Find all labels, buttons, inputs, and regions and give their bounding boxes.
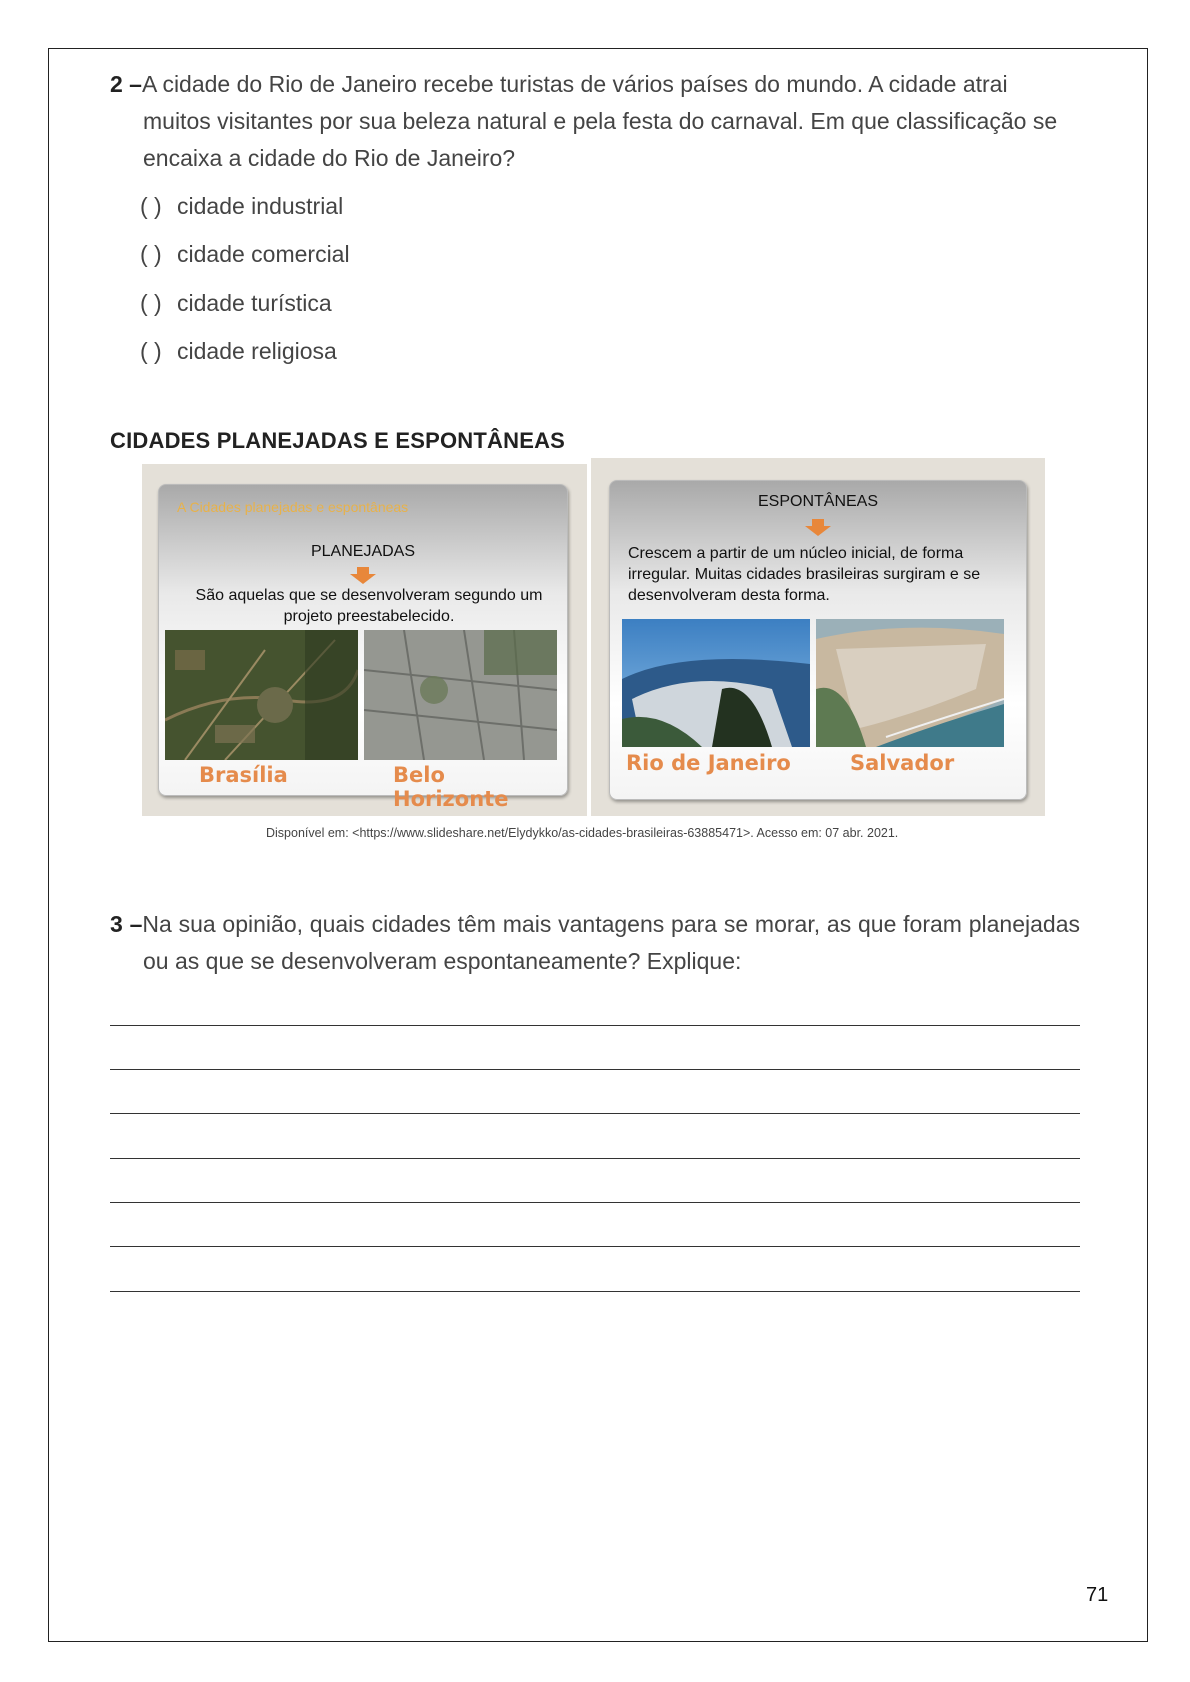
checkbox[interactable]: ( ) xyxy=(140,338,162,364)
section-title: CIDADES PLANEJADAS E ESPONTÂNEAS xyxy=(110,428,566,453)
question-3-text: Na sua opinião, quais cidades têm mais vantagens para se morar, as que foram planejadas ou as que se desenvolveram espontaneamente? Explique: xyxy=(142,911,1080,974)
option-label: cidade comercial xyxy=(177,241,350,267)
question-3-number: 3 – xyxy=(110,911,143,937)
slide-espontaneas xyxy=(591,458,1045,816)
question-2 xyxy=(110,66,1080,177)
answer-line[interactable] xyxy=(110,1113,1080,1114)
checkbox[interactable]: ( ) xyxy=(140,290,162,316)
slide-card xyxy=(158,484,568,811)
answer-line[interactable] xyxy=(110,1158,1080,1159)
checkbox[interactable]: ( ) xyxy=(140,241,162,267)
option-label: cidade religiosa xyxy=(177,338,337,364)
caption-salvador: Salvador xyxy=(850,751,955,775)
slides-figure xyxy=(142,464,1045,816)
question-2-number: 2 – xyxy=(110,71,142,97)
brasilia-photo xyxy=(165,630,358,760)
page-border xyxy=(48,48,1148,1642)
slide-header: A Cidades planejadas e espontâneas xyxy=(177,499,409,515)
option-turistica[interactable] xyxy=(140,290,332,317)
question-3 xyxy=(110,906,1080,980)
answer-line[interactable] xyxy=(110,1202,1080,1203)
caption-brasilia: Brasília xyxy=(199,763,288,787)
slide-category: PLANEJADAS xyxy=(310,543,416,560)
rio-de-janeiro-photo xyxy=(622,619,810,747)
slide-description: São aquelas que se desenvolveram segundo um projeto preestabelecido. xyxy=(195,587,543,625)
caption-belo-horizonte: Belo Horizonte xyxy=(393,763,509,811)
answer-line[interactable] xyxy=(110,1291,1080,1292)
option-industrial[interactable] xyxy=(140,193,343,220)
down-arrow-icon xyxy=(348,567,378,585)
page-number: 71 xyxy=(1086,1584,1109,1606)
slide-card xyxy=(609,480,1027,800)
option-comercial[interactable] xyxy=(140,241,350,268)
option-label: cidade turística xyxy=(177,290,332,316)
belo-horizonte-photo xyxy=(364,630,557,760)
down-arrow-icon xyxy=(803,519,833,537)
answer-line[interactable] xyxy=(110,1069,1080,1070)
caption-rio-de-janeiro: Rio de Janeiro xyxy=(626,751,791,775)
option-religiosa[interactable] xyxy=(140,338,337,365)
answer-line[interactable] xyxy=(110,1025,1080,1026)
salvador-photo xyxy=(816,619,1004,747)
question-2-text: A cidade do Rio de Janeiro recebe turistas de vários países do mundo. A cidade atrai muitos visitantes por sua beleza natural e pela festa do carnaval. Em que classificação se encaixa a cidade do Rio de Janeiro? xyxy=(141,71,1058,171)
slide-planejadas xyxy=(142,464,587,816)
slide-category: ESPONTÂNEAS xyxy=(757,493,879,510)
slide-description: Crescem a partir de um núcleo inicial, de forma irregular. Muitas cidades brasileiras surgiram e se desenvolveram desta forma. xyxy=(628,545,981,604)
image-source: Disponível em: <https://www.slideshare.net/Elydykko/as-cidades-brasileiras-63885471>. Acesso em: 07 abr. 2021. xyxy=(266,826,899,840)
answer-line[interactable] xyxy=(110,1246,1080,1247)
option-label: cidade industrial xyxy=(177,193,344,219)
checkbox[interactable]: ( ) xyxy=(140,193,162,219)
